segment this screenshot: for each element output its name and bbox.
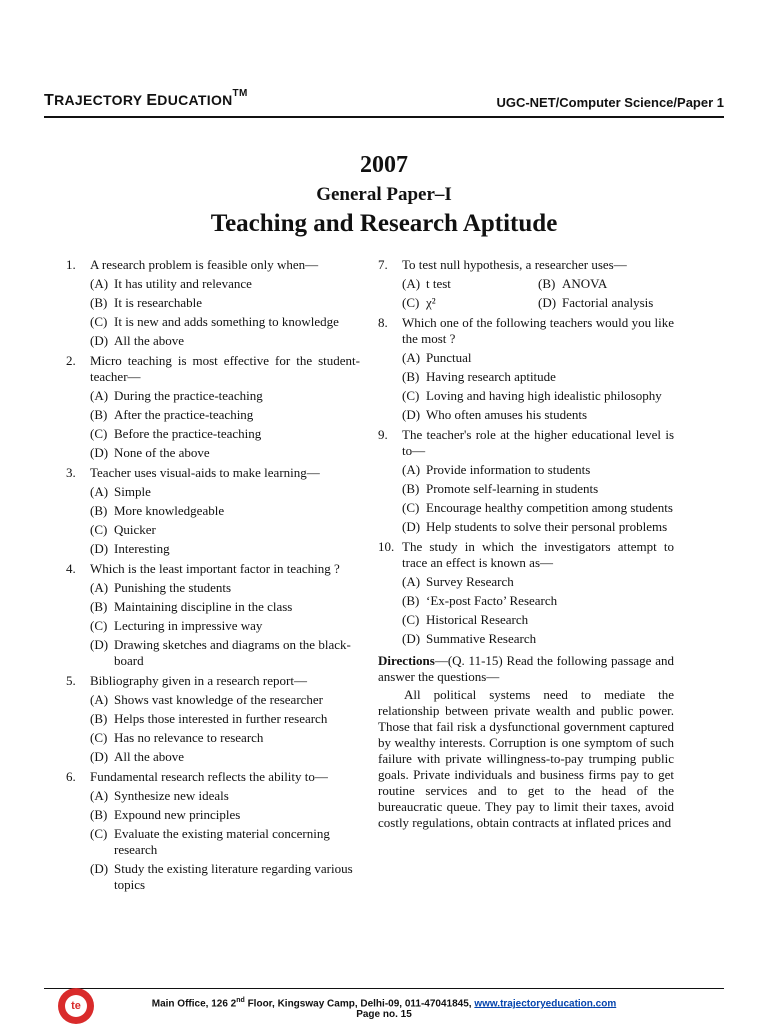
option [90,484,360,500]
question-8 [378,315,674,423]
option-text: Synthesize new ideals [114,788,229,803]
option-text: Loving and having high idealistic philosophy [426,388,662,403]
option-text: Historical Research [426,612,529,627]
address-text: Main Office, 126 2 [151,998,237,1010]
option-letter: (C) [402,295,420,310]
option [90,807,360,823]
option-letter: (C) [402,388,420,403]
subject-title: Teaching and Research Aptitude [210,210,558,237]
title-block [0,150,768,240]
option [90,314,360,330]
directions [378,653,674,685]
option-text: Maintaining discipline in the class [114,599,293,614]
brand-word: DUCATION [157,92,233,108]
option-letter: (D) [90,861,109,876]
option-text: Evaluate the existing material concerning research [114,826,330,857]
question-6 [66,769,360,893]
option-letter: (A) [90,484,109,499]
option-letter: (D) [90,749,109,764]
option-letter: (B) [402,481,420,496]
brand-name [44,88,248,110]
question-number: 6. [66,769,76,784]
option-letter: (B) [538,276,556,291]
question-number: 2. [66,353,76,368]
option-text: χ² [426,295,436,310]
option [402,295,538,311]
option-letter: (A) [90,276,109,291]
option-text: Drawing sketches and diagrams on the black-board [114,637,351,668]
option [90,522,360,538]
option-text: Who often amuses his students [426,407,588,422]
option-letter: (B) [402,369,420,384]
question-text: Fundamental research reflects the ability to— [90,769,328,784]
question-text: Teacher uses visual-aids to make learning— [90,465,320,480]
question-9 [378,427,674,535]
option-text: Summative Research [426,631,537,646]
question-number: 10. [378,539,395,554]
option-letter: (B) [90,711,108,726]
option [90,276,360,292]
option-letter: (A) [90,580,109,595]
option-letter: (D) [402,519,421,534]
option-text: It has utility and relevance [114,276,252,291]
brand-initial: E [146,92,158,109]
option-letter: (D) [538,295,557,310]
option-text: Punishing the students [114,580,232,595]
option-letter: (A) [90,788,109,803]
option [402,481,674,497]
option [402,631,674,647]
directions-label: Directions [378,653,435,668]
ordinal-suffix: nd [236,997,245,1004]
question-text: Which one of the following teachers would you like the most ? [402,315,674,346]
option [90,333,360,349]
option-text: Before the practice-teaching [114,426,262,441]
option-text: It is new and adds something to knowledge [114,314,339,329]
option-letter: (D) [402,631,421,646]
option-text: More knowledgeable [114,503,225,518]
option [402,574,674,590]
option-letter: (B) [402,593,420,608]
website-link[interactable]: www.trajectoryeducation.com [474,998,617,1010]
option-letter: (A) [90,388,109,403]
option-row [402,276,674,292]
page-number: Page no. 15 [356,1009,412,1020]
exam-year: 2007 [360,152,408,178]
page-header [44,90,724,114]
directions-text: —(Q. 11-15) Read the following passage and answer the questions— [378,653,674,684]
option-text: Shows vast knowledge of the researcher [114,692,324,707]
option [90,541,360,557]
question-4 [66,561,360,669]
option-letter: (D) [402,407,421,422]
option-letter: (C) [402,500,420,515]
option-text: Quicker [114,522,156,537]
question-number: 4. [66,561,76,576]
option-row [402,295,674,311]
option-letter: (D) [90,541,109,556]
option-letter: (C) [90,522,108,537]
question-text: The teacher's role at the higher educational level is to— [402,427,674,458]
option [90,295,360,311]
option-letter: (A) [90,692,109,707]
paper-title: General Paper–I [316,184,452,205]
option-letter: (A) [402,350,421,365]
question-1 [66,257,360,349]
reading-passage: All political systems need to mediate the relationship between private wealth and public power. Those that fail risk a dysfunctional government captured by wealthy interests. Corruption is one symptom of such failure with private willingness-to-pay trumping public goals. Private individuals and business firms pay to get routine services and to get to the head of the bureaucratic queue. They pay to limit their taxes, avoid costly regulations, obtain contracts at inflated prices and [378,687,674,830]
question-10 [378,539,674,647]
option-text: Simple [114,484,151,499]
option [538,276,674,292]
option-letter: (B) [90,807,108,822]
option [90,749,360,765]
option [402,350,674,366]
right-column [378,257,674,831]
option [90,407,360,423]
option-text: After the practice-teaching [114,407,254,422]
option-letter: (C) [90,618,108,633]
option-text: Help students to solve their personal problems [426,519,668,534]
option-text: Expound new principles [114,807,241,822]
option-text: All the above [114,333,185,348]
option-text: Provide information to students [426,462,591,477]
option [90,861,360,893]
address-text: Floor, Kingsway Camp, Delhi-09, 011-47041845, [244,998,475,1010]
option-text: ‘Ex-post Facto’ Research [426,593,558,608]
option [90,503,360,519]
option-letter: (B) [90,503,108,518]
logo-text: te [65,995,87,1017]
option [402,369,674,385]
option-letter: (D) [90,637,109,652]
option [90,826,360,858]
option-text: Lecturing in impressive way [114,618,263,633]
exam-tag: UGC-NET/Computer Science/Paper 1 [496,95,724,110]
option-text: Promote self-learning in students [426,481,599,496]
option [402,407,674,423]
option [402,500,674,516]
option [538,295,674,311]
question-number: 3. [66,465,76,480]
option [402,612,674,628]
question-number: 9. [378,427,388,442]
question-text: Micro teaching is most effective for the student-teacher— [90,353,360,384]
option [90,730,360,746]
option-text: Factorial analysis [562,295,654,310]
option-letter: (B) [90,407,108,422]
option [402,519,674,535]
option-text: Study the existing literature regarding various topics [114,861,353,892]
question-number: 7. [378,257,388,272]
option-letter: (A) [402,574,421,589]
option [90,426,360,442]
option [90,445,360,461]
option-text: It is researchable [114,295,203,310]
option-text: Survey Research [426,574,514,589]
option-text: Helps those interested in further research [114,711,328,726]
question-text: To test null hypothesis, a researcher uses— [402,257,627,272]
question-text: Which is the least important factor in teaching ? [90,561,340,576]
option [402,388,674,404]
question-7 [378,257,674,311]
brand-initial: T [44,92,55,109]
option [90,388,360,404]
option-letter: (A) [402,462,421,477]
option-letter: (C) [90,426,108,441]
left-column [66,257,360,897]
option [90,788,360,804]
option [90,580,360,596]
option [90,618,360,634]
option-letter: (C) [90,314,108,329]
option-text: All the above [114,749,185,764]
option-letter: (C) [90,730,108,745]
question-text: The study in which the investigators attempt to trace an effect is known as— [402,539,674,570]
option-text: Having research aptitude [426,369,556,384]
option-letter: (B) [90,599,108,614]
option [402,276,538,292]
question-text: Bibliography given in a research report— [90,673,307,688]
option-text: Has no relevance to research [114,730,264,745]
brand-word: RAJECTORY [54,92,143,108]
option-letter: (D) [90,333,109,348]
option-text: None of the above [114,445,210,460]
option-letter: (B) [90,295,108,310]
question-5 [66,673,360,765]
question-number: 5. [66,673,76,688]
header-rule [44,116,724,118]
option-letter: (D) [90,445,109,460]
option [402,593,674,609]
option [90,692,360,708]
option-text: During the practice-teaching [114,388,263,403]
question-number: 1. [66,257,76,272]
question-number: 8. [378,315,388,330]
option-letter: (A) [402,276,421,291]
option-letter: (C) [402,612,420,627]
option [90,711,360,727]
option [90,637,360,669]
option-text: Encourage healthy competition among students [426,500,673,515]
question-2 [66,353,360,461]
option-letter: (C) [90,826,108,841]
question-3 [66,465,360,557]
question-text: A research problem is feasible only when— [90,257,319,272]
option-text: Interesting [114,541,170,556]
option [402,462,674,478]
trademark: TM [232,88,248,99]
option-text: Punctual [426,350,472,365]
option-text: t test [426,276,451,291]
option [90,599,360,615]
footer-rule [44,988,724,989]
option-text: ANOVA [562,276,608,291]
